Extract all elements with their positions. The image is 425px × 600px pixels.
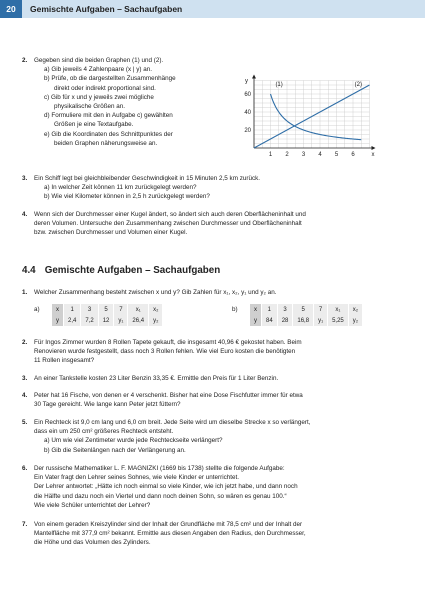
task-line: Größen je eine Textaufgabe. [54,121,134,129]
y-axis-label: y [245,78,248,85]
task-number: 2. [22,339,28,346]
x-tick-label: 6 [351,152,355,158]
table-cell: 5 [293,304,314,315]
section-number: 4.4 [22,265,36,276]
task-line: Gegeben sind die beiden Graphen (1) und (2). [34,57,164,64]
table-row [52,304,163,315]
table-cell: 12 [98,315,114,326]
table-cell: 28 [277,315,293,326]
task-number: 4. [22,211,28,218]
section-task-1 [22,288,389,297]
section-task-5 [22,418,389,455]
table-cell: 7 [314,304,328,315]
task-line: b) Gib die Seitenlängen nach der Verlängerung an. [44,446,186,454]
table-a [52,304,163,326]
task-line: Von einem geraden Kreiszylinder sind der Inhalt der Grundfläche mit 78,5 cm² und der Inhalt der [34,521,303,528]
table-b-label: b) [232,306,238,313]
task-2-graphs [22,56,224,148]
task-line: beiden Graphen näherungsweise an. [54,139,158,147]
task-line: 11 Rollen insgesamt? [34,357,95,365]
x-tick-label: 2 [285,152,289,158]
table-cell: y [52,315,64,326]
series-1-label: (1) [275,81,283,88]
table-b [250,304,363,326]
y-tick-label: 40 [244,110,251,116]
task-line: Der russische Mathematiker L. F. MAGNIZKI (1669 bis 1738) stellte die folgende Aufgabe: [34,465,285,472]
task-line: e) Gib die Koordinaten des Schnittpunktes der [44,130,173,138]
table-cell: y₁ [114,315,128,326]
task-3-ship [22,174,389,202]
table-cell: 84 [262,315,278,326]
section-heading: Gemischte Aufgaben – Sachaufgaben [44,265,221,276]
task-line: physikalische Größen an. [54,103,126,111]
table-cell: x [52,304,64,315]
task-4-sphere [22,210,389,238]
section-task-4 [22,391,389,409]
series-1-curve [271,94,362,140]
section-task-7 [22,520,389,548]
table-cell: y₂ [149,315,163,326]
task-line: Mantelfläche mit 377,9 cm² bekannt. Ermittle aus diesen Angaben den Radius, den Durchmesser, [34,530,306,538]
task-line: An einer Tankstelle kosten 23 Liter Benzin 33,35 €. Ermittle den Preis für 1 Liter Benzin. [34,375,279,382]
table-cell: x₂ [149,304,163,315]
table-cell: 3 [81,304,98,315]
task-line: d) Formuliere mit den in Aufgabe c) gewählten [44,112,173,120]
task-line: a) Um wie viel Zentimeter wurde jede Rechteckseite verlängert? [44,437,223,445]
task-line: Welcher Zusammenhang besteht zwischen x und y? Gib Zahlen für x₁, x₂, y₁ und y₂ an. [34,289,277,296]
y-axis-arrow [252,75,256,79]
table-cell: 1 [262,304,278,315]
task-line: c) Gib für x und y jeweils zwei mögliche [44,93,154,101]
task-line: die Höhe und das Volumen des Zylinders. [34,539,151,547]
table-cell: x₁ [328,304,349,315]
task-line: Ein Rechteck ist 9,0 cm lang und 6,0 cm breit. Jede Seite wird um dieselbe Strecke x so verlängert, [34,419,311,426]
task-number: 5. [22,419,28,426]
graph-chart [232,53,374,161]
table-cell: 16,8 [293,315,314,326]
task-number: 1. [22,289,28,296]
task-line: b) Wie viel Kilometer können in 2,5 h zurückgelegt werden? [44,193,210,201]
task-line: bzw. zwischen Durchmesser und Volumen einer Kugel. [34,229,188,237]
table-a-label: a) [34,306,40,313]
section-task-6 [22,464,389,510]
series-2-label: (2) [354,81,362,88]
table-cell: 5,25 [328,315,349,326]
table-row [52,315,163,326]
task-line: 30 Tage gereicht. Wie lange kann Peter jetzt füttern? [34,401,181,409]
task-line: b) Prüfe, ob die dargestellten Zusammenhänge [44,75,176,83]
task-line: a) Gib jeweils 4 Zahlenpaare (x | y) an. [44,66,153,74]
y-tick-label: 60 [244,92,251,98]
task-line: direkt oder indirekt proportional sind. [54,84,156,92]
task-line: Für Ingos Zimmer wurden 8 Rollen Tapete gekauft, die insgesamt 40,96 € gekostet haben. Beim [34,339,302,346]
task-line: Renovieren wurde festgestellt, dass noch 3 Rollen fehlen. Wie viel Euro kosten die benötigten [34,348,296,356]
page-number: 20 [0,0,22,18]
task-number: 3. [22,175,28,182]
task-line: a) In welcher Zeit können 11 km zurückgelegt werden? [44,184,197,192]
task-number: 3. [22,375,28,382]
table-cell: x₂ [348,304,362,315]
table-cell: 2,4 [64,315,81,326]
x-axis-arrow [372,146,376,150]
table-row [250,304,363,315]
task-number: 2. [22,57,28,64]
task-line: Wenn sich der Durchmesser einer Kugel ändert, so ändert sich auch deren Oberflächeninhalt und [34,211,306,218]
table-cell: x₁ [128,304,149,315]
task-line: die Hälfte und dazu noch ein Viertel und dann noch deinen Sohn, so wären es genau 100.“ [34,492,287,500]
table-row [250,315,363,326]
section-task-2 [22,338,389,366]
section-task-3 [22,374,389,383]
x-axis-label: x [371,152,375,158]
task-line: Wie viele Schüler unterrichtet der Lehrer? [34,501,151,509]
task-line: Ein Vater fragt den Lehrer seines Sohnes, wie viele Kinder er unterrichtet. [34,474,239,482]
table-cell: 26,4 [128,315,149,326]
section-title [22,265,220,276]
table-cell: y₁ [314,315,328,326]
table-cell: 7 [114,304,128,315]
task-number: 4. [22,392,28,399]
table-cell: 1 [64,304,81,315]
task-number: 6. [22,465,28,472]
task-line: Der Lehrer antwortet: „Hätte ich noch einmal so viele Kinder, wie ich jetzt habe, und dann noch [34,483,298,491]
x-tick-label: 1 [268,152,273,158]
x-tick-label: 3 [301,152,306,158]
table-cell: 3 [277,304,293,315]
task-number: 7. [22,521,28,528]
page-header [0,0,425,20]
table-cell: x [250,304,262,315]
task-line: Peter hat 16 Fische, von denen er 4 verschenkt. Bisher hat eine Dose Fischfutter immer für etwa [34,392,303,399]
table-cell: y₂ [348,315,362,326]
header-title: Gemischte Aufgaben – Sachaufgaben [30,4,183,14]
x-tick-label: 5 [334,152,339,158]
task-line: Ein Schiff legt bei gleichbleibender Geschwindigkeit in 15 Minuten 2,5 km zurück. [34,175,260,182]
table-cell: y [250,315,262,326]
table-cell: 7,2 [81,315,98,326]
task-line: dass ein um 250 cm² größeres Rechteck entsteht. [34,428,174,436]
x-tick-label: 4 [318,152,322,158]
y-tick-label: 20 [244,128,251,134]
table-cell: 5 [98,304,114,315]
task-line: deren Volumen. Untersuche den Zusammenhang zwischen Durchmesser und Oberflächeninhalt [34,220,302,228]
